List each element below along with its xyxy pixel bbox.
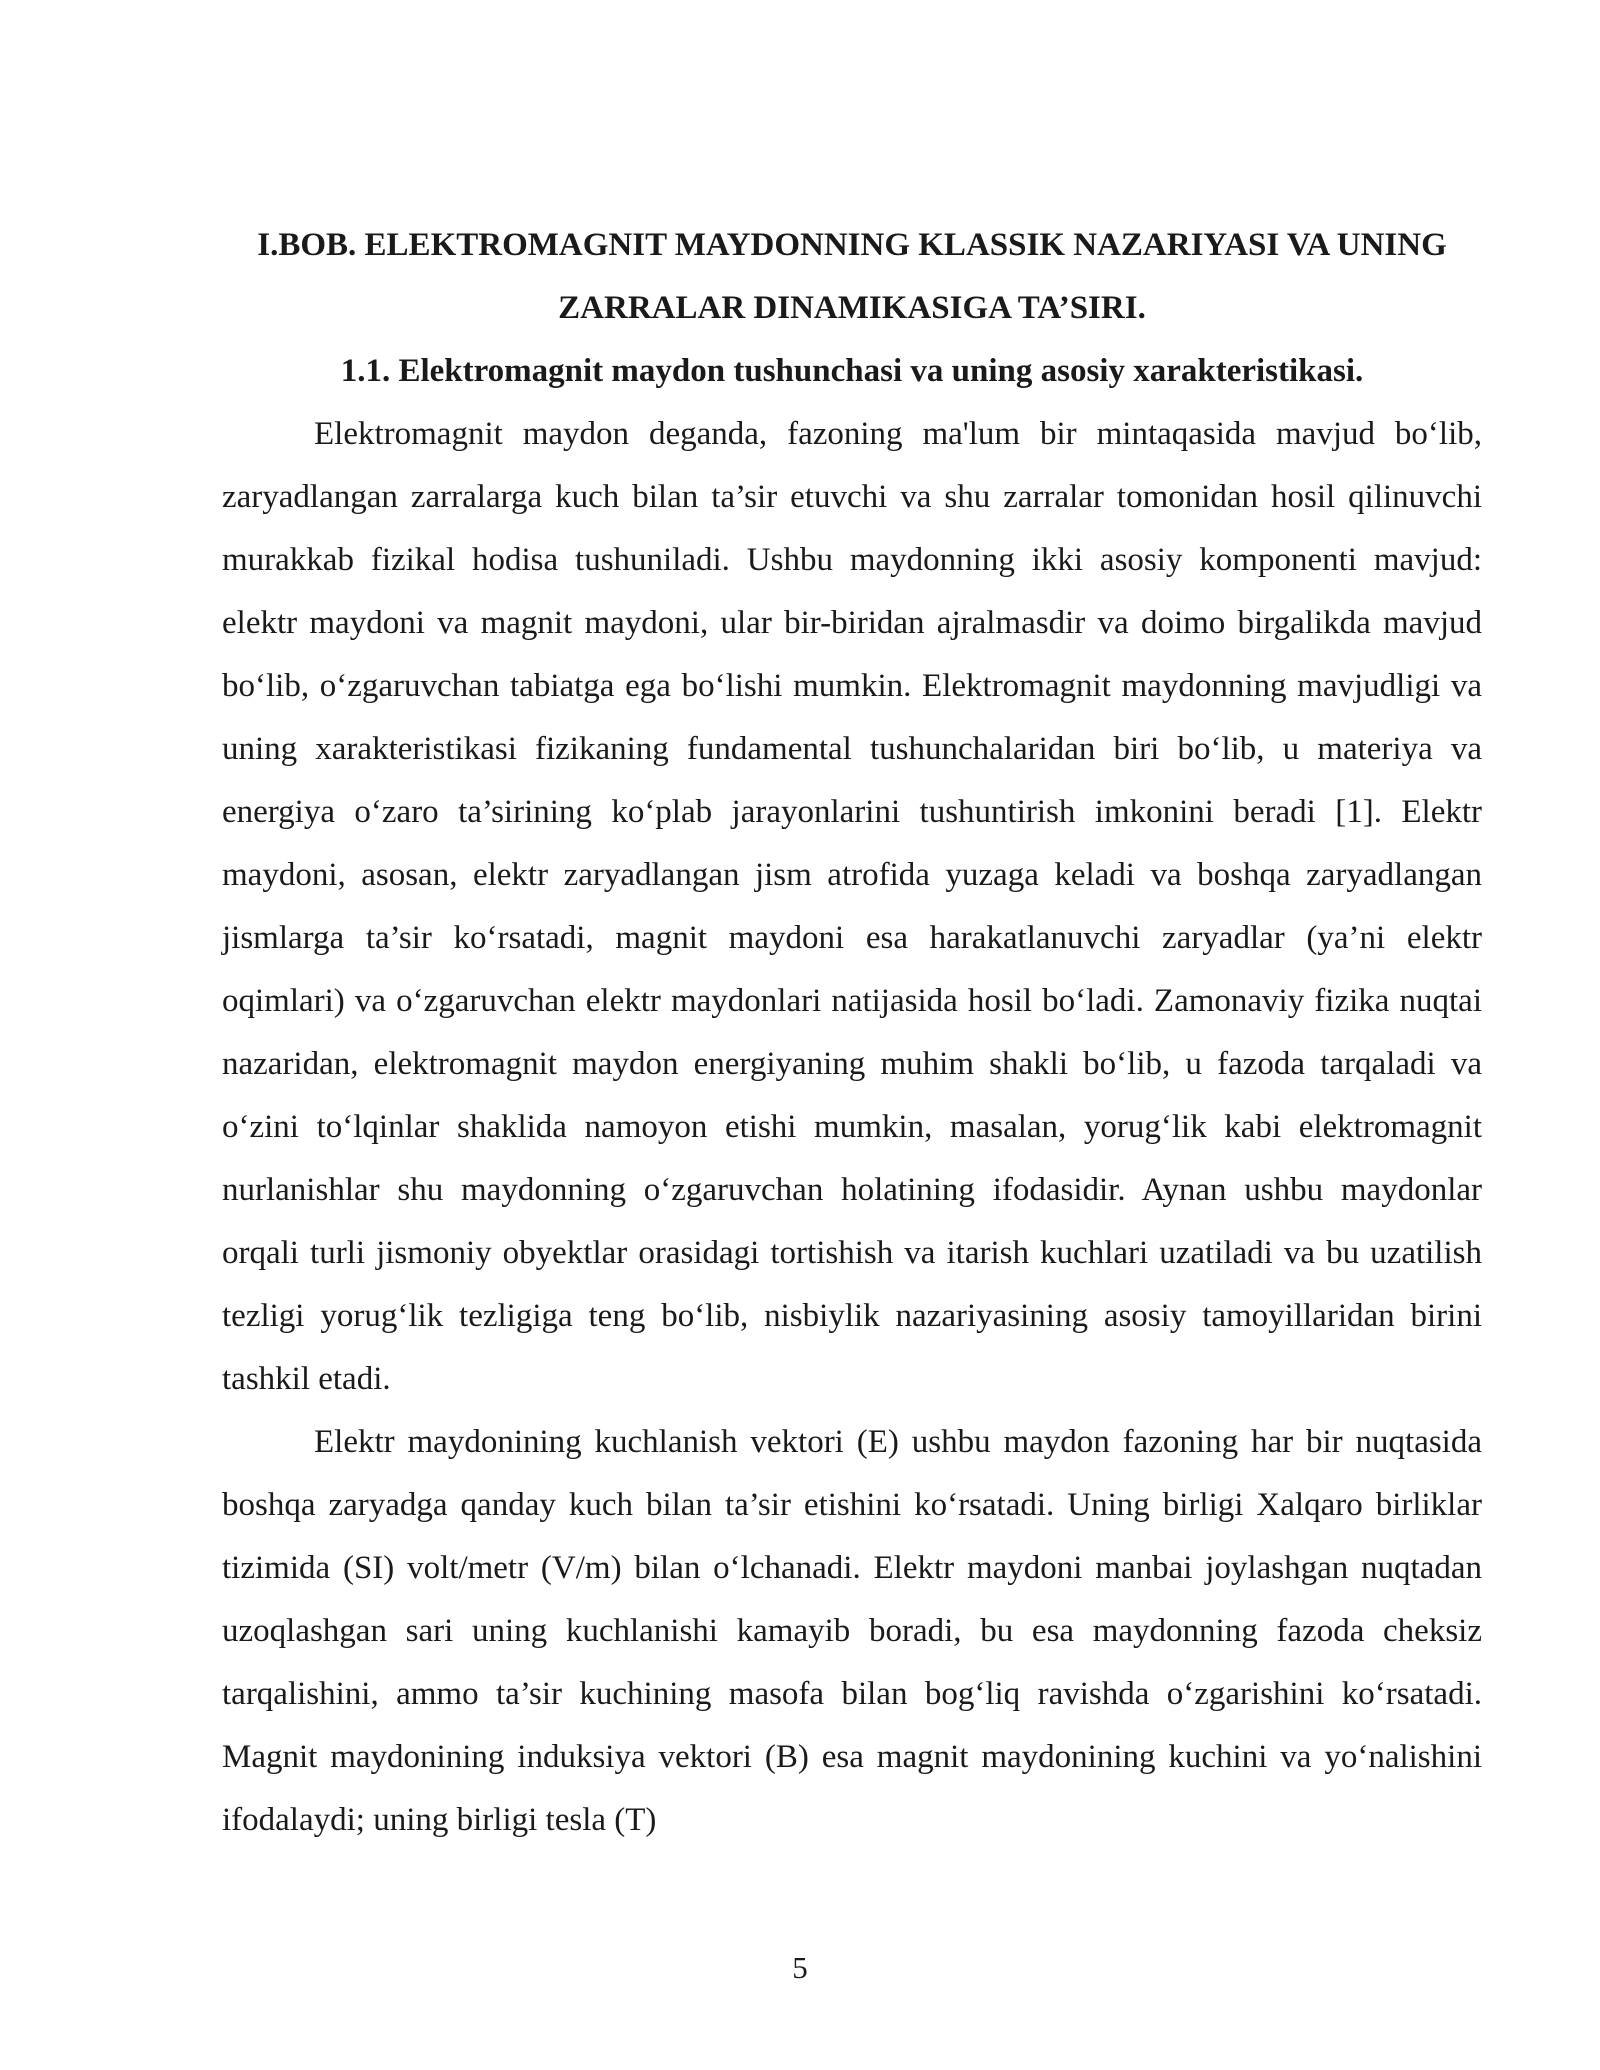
paragraph-1: Elektromagnit maydon deganda, fazoning ma'lum bir mintaqasida mavjud bo‘lib, zaryadlangan zarralarga kuch bilan ta’sir etuvchi va shu zarralar tomonidan hosil qilinuvchi murakkab fizikal hodisa tushuniladi. Ushbu maydonning ikki asosiy komponenti mavjud: elektr maydoni va magnit maydoni, ular bir-biridan ajralmasdir va doimo birgalikda mavjud bo‘lib, o‘zgaruvchan tabiatga ega bo‘lishi mumkin. Elektromagnit maydonning mavjudligi va uning xarakteristikasi fizikaning fundamental tushunchalaridan biri bo‘lib, u materiya va energiya o‘zaro ta’sirining ko‘plab jarayonlarini tushuntirish imkonini beradi [1]. Elektr maydoni, asosan, elektr zaryadlangan jism atrofida yuzaga keladi va boshqa zaryadlangan jismlarga ta’sir ko‘rsatadi, magnit maydoni esa harakatlanuvchi zaryadlar (ya’ni elektr oqimlari) va o‘zgaruvchan elektr maydonlari natijasida hosil bo‘ladi. Zamonaviy fizika nuqtai nazaridan, elektromagnit maydon energiyaning muhim shakli bo‘lib, u fazoda tarqaladi va o‘zini to‘lqinlar shaklida namoyon etishi mumkin, masalan, yorug‘lik kabi elektromagnit nurlanishlar shu maydonning o‘zgaruvchan holatining ifodasidir. Aynan ushbu maydonlar orqali turli jismoniy obyektlar orasidagi tortishish va itarish kuchlari uzatiladi va bu uzatilish tezligi yorug‘lik tezligiga teng bo‘lib, nisbiylik nazariyasining asosiy tamoyillaridan birini tashkil etadi. — [222, 416, 1482, 1397]
document-page — [222, 214, 1482, 1852]
chapter-title: I.BOB. ELEKTROMAGNIT MAYDONNING KLASSIK NAZARIYASI VA UNING ZARRALAR DINAMIKASIGA TA’SIRI. — [257, 227, 1447, 326]
page-number: 5 — [792, 1950, 808, 1985]
paragraph-2: Elektr maydonining kuchlanish vektori (E) ushbu maydon fazoning har bir nuqtasida boshqa zaryadga qanday kuch bilan ta’sir etishini ko‘rsatadi. Uning birligi Xalqaro birliklar tizimida (SI) volt/metr (V/m) bilan o‘lchanadi. Elektr maydoni manbai joylashgan nuqtadan uzoqlashgan sari uning kuchlanishi kamayib boradi, bu esa maydonning fazoda cheksiz tarqalishini, ammo ta’sir kuchining masofa bilan bog‘liq ravishda o‘zgarishini ko‘rsatadi. Magnit maydonining induksiya vektori (B) esa magnit maydonining kuchini va yo‘nalishini ifodalaydi; uning birligi tesla (T) — [222, 1424, 1482, 1838]
section-title: 1.1. Elektromagnit maydon tushunchasi va uning asosiy xarakteristikasi. — [340, 353, 1364, 389]
